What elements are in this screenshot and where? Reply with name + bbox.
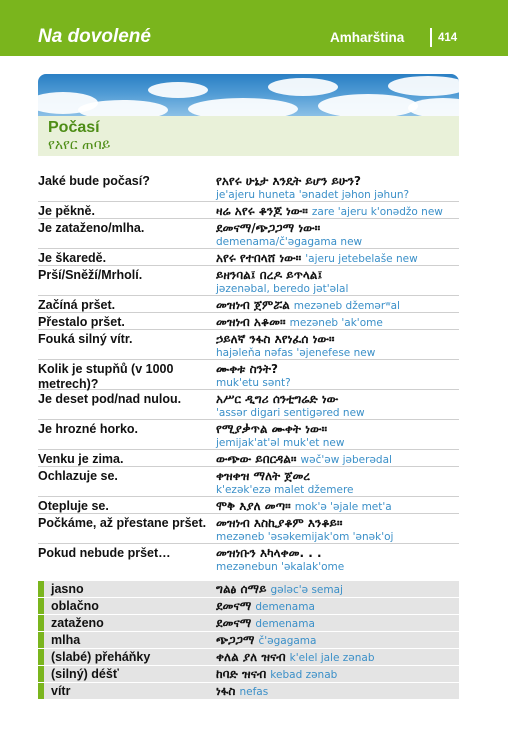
phrase-row xyxy=(38,467,459,497)
phrase-transliteration: muk'etu sǝnt? xyxy=(216,377,291,389)
phrase-am: የሚያቃጥል ሙቀት ነው። xyxy=(216,422,328,436)
vocab-row xyxy=(38,581,459,597)
phrase-row xyxy=(38,514,459,544)
phrase-am: መዝነብ ጀምሯል mezǝneb džemǝrʷal xyxy=(216,298,400,312)
vocab-marker xyxy=(38,632,44,648)
phrase-row xyxy=(38,266,459,296)
phrase-cz: Kolik je stupňů (v 1000 metrech)? xyxy=(38,362,174,391)
phrase-row xyxy=(38,544,459,574)
phrase-cz: Ochlazuje se. xyxy=(38,469,118,483)
vocab-row xyxy=(38,598,459,614)
phrase-transliteration: hajǝleňa nǝfas 'ǝjenefese new xyxy=(216,347,376,359)
phrase-row xyxy=(38,450,459,467)
vocab-am: ግልፅ ሰማይ gǝlǝc'ǝ semaj xyxy=(216,582,343,596)
phrase-transliteration: mezǝneb 'ǝsǝkemijak'om 'ǝnǝk'oj xyxy=(216,531,394,543)
vocab-transliteration: kebad zǝnab xyxy=(270,669,338,681)
phrase-transliteration: 'ajeru jetebelaše new xyxy=(305,253,418,265)
vocab-transliteration: k'elel jale zǝnab xyxy=(289,652,375,664)
phrase-am: መዝነቡን እካላቀመ. . . xyxy=(216,546,322,560)
vocab-am: ደመናማ demenama xyxy=(216,616,315,630)
phrase-am: ዛሬ አየሩ ቆንጆ ነው። zare 'ajeru k'onǝdžo new xyxy=(216,204,443,218)
vocab-transliteration: nefas xyxy=(239,686,269,698)
phrase-cz: Otepluje se. xyxy=(38,499,109,513)
phrase-transliteration: je'ajeru huneta 'ǝnadet jǝhon jǝhun? xyxy=(216,189,410,201)
phrase-am: ኃይለኛ ንፋስ እየነፈሰ ነው። xyxy=(216,332,335,346)
phrase-transliteration: mezǝneb 'ak'ome xyxy=(289,317,383,329)
vocab-row xyxy=(38,649,459,665)
vocab-transliteration: č'ǝgagama xyxy=(258,635,317,647)
phrase-row xyxy=(38,202,459,219)
vocab-marker xyxy=(38,649,44,665)
vocab-transliteration: demenama xyxy=(255,618,315,630)
vocab-cz: (silný) déšť xyxy=(51,667,119,681)
vocabulary-list xyxy=(38,581,459,700)
phrase-cz: Je hrozné horko. xyxy=(38,422,139,436)
section-title-cz: Počasí xyxy=(48,119,100,136)
phrase-am: መዝነብ አቆመ። mezǝneb 'ak'ome xyxy=(216,315,383,329)
vocab-row xyxy=(38,632,459,648)
phrase-cz: Jaké bude počasí? xyxy=(38,174,150,188)
phrase-row xyxy=(38,390,459,420)
phrase-transliteration: 'assǝr digari sentigǝred new xyxy=(216,407,365,419)
phrase-am: ሙቀቱ ስንት? xyxy=(216,362,278,376)
vocab-cz: (slabé) přeháňky xyxy=(51,650,151,664)
phrase-am: ሞቅ እያለ መጣ። mok'ǝ 'ǝjale met'a xyxy=(216,499,392,513)
phrase-cz: Začíná pršet. xyxy=(38,298,116,312)
phrase-row xyxy=(38,219,459,249)
vocab-am: ጭጋጋማ č'ǝgagama xyxy=(216,633,317,647)
phrase-am: ይዘንባል፤ በረዶ ይጥላል፤ xyxy=(216,268,323,282)
vocab-cz: zataženo xyxy=(51,616,104,630)
phrase-cz: Fouká silný vítr. xyxy=(38,332,133,346)
phrase-am: መዝነብ እስኪያቆም እንቆይ። xyxy=(216,516,343,530)
phrase-row xyxy=(38,420,459,450)
vocab-cz: jasno xyxy=(51,582,84,596)
phrase-cz: Je pěkně. xyxy=(38,204,95,218)
phrase-row xyxy=(38,249,459,266)
vocab-marker xyxy=(38,666,44,682)
header-divider xyxy=(430,28,432,47)
phrase-cz: Počkáme, až přestane pršet. xyxy=(38,516,207,530)
vocab-cz: vítr xyxy=(51,684,71,698)
phrase-transliteration: zare 'ajeru k'onǝdžo new xyxy=(311,206,443,218)
vocab-row xyxy=(38,615,459,631)
phrase-am: አሥር ዲግሪ ሰንቲግሬድ ነው xyxy=(216,392,339,406)
phrase-transliteration: jǝzenǝbal, beredo jǝt'ǝlal xyxy=(216,283,349,295)
vocab-am: ከባድ ዝናብ kebad zǝnab xyxy=(216,667,338,681)
phrase-transliteration: k'ezǝk'ezǝ malet džemere xyxy=(216,484,354,496)
phrase-transliteration: wǝč'ǝw jǝberǝdal xyxy=(300,454,392,466)
vocab-am: ነፋስ nefas xyxy=(216,684,269,698)
phrase-transliteration: mezǝneb džemǝrʷal xyxy=(293,300,400,312)
phrase-cz: Je škaredě. xyxy=(38,251,107,265)
phrase-row xyxy=(38,330,459,360)
vocab-marker xyxy=(38,581,44,597)
vocab-cz: oblačno xyxy=(51,599,99,613)
vocab-marker xyxy=(38,683,44,699)
phrase-transliteration: jemijak'at'ǝl muk'et new xyxy=(216,437,345,449)
phrase-row xyxy=(38,360,459,390)
phrase-am: ቀዝቀዝ ማለት ጀመረ xyxy=(216,469,311,483)
phrase-transliteration: demenama/č'ǝgagama new xyxy=(216,236,363,248)
phrase-cz: Je deset pod/nad nulou. xyxy=(38,392,182,406)
phrase-row xyxy=(38,313,459,330)
phrase-row xyxy=(38,296,459,313)
vocab-am: ቀለል ያለ ዝናብ k'elel jale zǝnab xyxy=(216,650,375,664)
page-number: 414 xyxy=(438,32,458,44)
vocab-row xyxy=(38,666,459,682)
chapter-title: Na dovolené xyxy=(38,26,151,47)
section-title-am: የአየር ጠባይ xyxy=(48,137,111,153)
vocab-marker xyxy=(38,615,44,631)
phrase-cz: Je zataženo/mlha. xyxy=(38,221,145,235)
phrase-am: የአየሩ ሁኔታ እንዴት ይሆን ይሁን? xyxy=(216,174,361,188)
phrase-transliteration: mezǝnebun 'ǝkalak'ome xyxy=(216,561,345,573)
phrase-row xyxy=(38,497,459,514)
vocab-row xyxy=(38,683,459,699)
vocab-marker xyxy=(38,598,44,614)
page-header xyxy=(0,0,508,56)
phrase-cz: Prší/Sněží/Mrholí. xyxy=(38,268,143,282)
vocab-cz: mlha xyxy=(51,633,81,647)
phrase-transliteration: mok'ǝ 'ǝjale met'a xyxy=(294,501,392,513)
phrase-cz: Přestalo pršet. xyxy=(38,315,125,329)
phrase-am: ውጭው ይበርዳል። wǝč'ǝw jǝberǝdal xyxy=(216,452,392,466)
phrase-am: አየሩ የተበላሸ ነው። 'ajeru jetebelaše new xyxy=(216,251,418,265)
vocab-transliteration: gǝlǝc'ǝ semaj xyxy=(270,584,343,596)
phrase-cz: Venku je zima. xyxy=(38,452,124,466)
phrase-cz: Pokud nebude pršet… xyxy=(38,546,171,560)
sky-photo xyxy=(38,74,459,116)
phrase-am: ደመናማ/ጭጋጋማ ነው። xyxy=(216,221,321,235)
language-label: Amharština xyxy=(330,30,405,45)
phrase-row xyxy=(38,172,459,202)
section-heading xyxy=(38,116,459,156)
vocab-transliteration: demenama xyxy=(255,601,315,613)
vocab-am: ደመናማ demenama xyxy=(216,599,315,613)
